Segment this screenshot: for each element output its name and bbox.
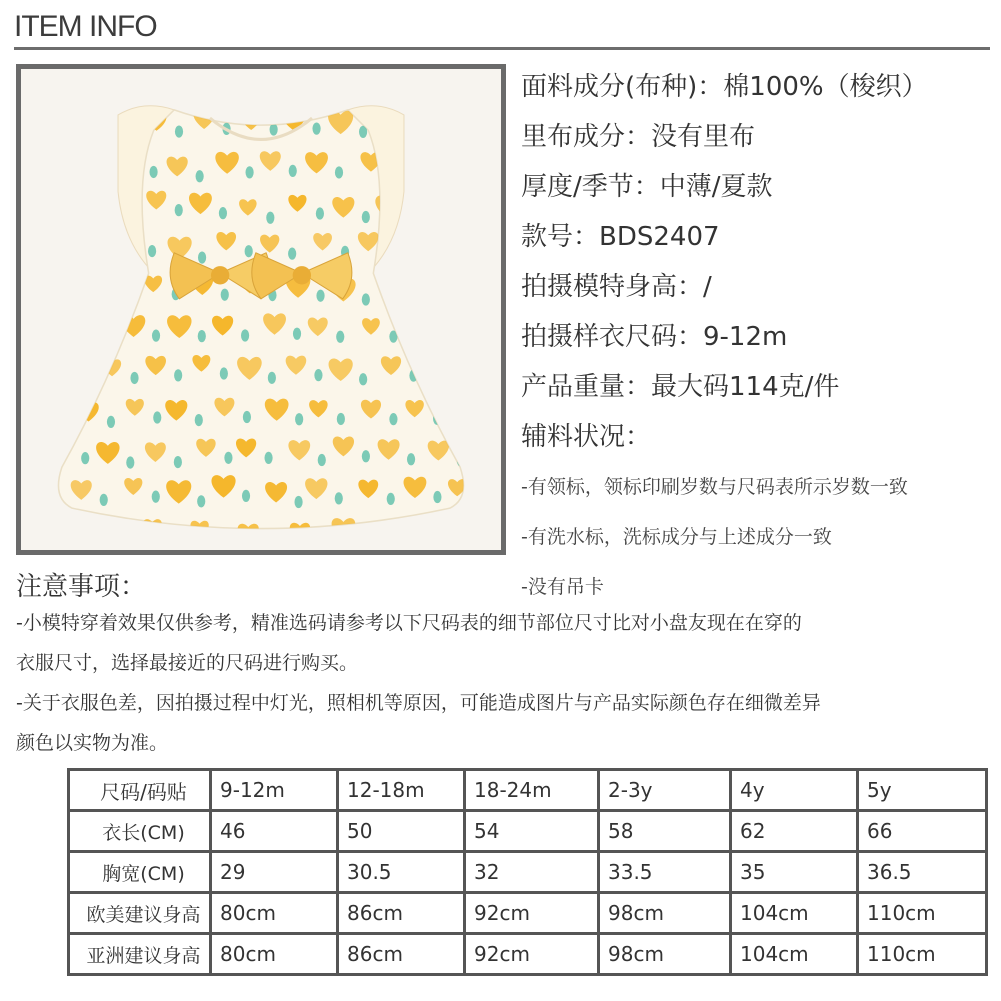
size-cell: 29 [211, 852, 338, 893]
leaf-print [318, 454, 326, 466]
size-row-label: 胸宽(CM) [69, 852, 211, 893]
product-info [521, 62, 996, 612]
leaf-print [241, 329, 249, 341]
size-cell: 86cm [338, 934, 465, 975]
size-cell: 46 [211, 811, 338, 852]
leaf-print [335, 492, 343, 504]
size-cell: 35 [731, 852, 858, 893]
leaf-print [81, 452, 89, 464]
leaf-print [100, 494, 108, 506]
model-height: 拍摄模特身高：/ [521, 272, 712, 302]
size-cell: 92cm [465, 893, 599, 934]
leaf-print [245, 245, 253, 257]
leaf-print [107, 416, 115, 428]
leaf-print [362, 211, 370, 223]
size-cell: 32 [465, 852, 599, 893]
product-photo [16, 64, 506, 555]
leaf-print [198, 330, 206, 342]
leaf-print [152, 330, 160, 342]
header-divider [14, 47, 990, 50]
leaf-print [268, 372, 276, 384]
leaf-print [293, 328, 301, 340]
size-cell: 5y [858, 770, 987, 811]
leaf-print [389, 413, 397, 425]
size-cell: 86cm [338, 893, 465, 934]
size-cell: 9-12m [211, 770, 338, 811]
size-cell: 4y [731, 770, 858, 811]
leaf-print [314, 369, 322, 381]
size-cell: 36.5 [858, 852, 987, 893]
leaf-print [294, 496, 302, 508]
leaf-print [220, 367, 228, 379]
size-cell: 30.5 [338, 852, 465, 893]
size-row-label: 亚洲建议身高 [69, 934, 211, 975]
accessory-item: -没有吊卡 [521, 576, 604, 598]
leaf-print [153, 411, 161, 423]
size-chart [67, 768, 988, 976]
leaf-print [175, 204, 183, 216]
note-line: 衣服尺寸，选择最接近的尺码进行购买。 [16, 652, 359, 674]
size-table-row [69, 893, 987, 934]
leaf-print [148, 245, 156, 257]
size-cell: 104cm [731, 934, 858, 975]
leaf-print [264, 452, 272, 464]
leaf-print [266, 212, 274, 224]
leaf-print [337, 413, 345, 425]
page-title: ITEM INFO [14, 10, 157, 43]
leaf-print [126, 456, 134, 468]
size-table-row [69, 770, 987, 811]
leaf-print [407, 453, 415, 465]
size-cell: 66 [858, 811, 987, 852]
leaf-print [221, 289, 229, 301]
size-table-row [69, 934, 987, 975]
size-cell: 98cm [599, 893, 731, 934]
leaf-print [312, 123, 320, 135]
sample-size: 拍摄样衣尺码：9-12m [521, 322, 788, 352]
leaf-print [316, 290, 324, 302]
leaf-print [195, 414, 203, 426]
leaf-print [174, 456, 182, 468]
leaf-print [149, 166, 157, 178]
size-cell: 58 [599, 811, 731, 852]
leaf-print [174, 369, 182, 381]
size-cell: 33.5 [599, 852, 731, 893]
fabric-composition: 面料成分(布种)：棉100%（梭织） [521, 72, 928, 102]
leaf-print [316, 207, 324, 219]
size-row-label: 欧美建议身高 [69, 893, 211, 934]
notes-body [16, 603, 996, 763]
leaf-print [152, 491, 160, 503]
size-cell: 2-3y [599, 770, 731, 811]
note-line: -关于衣服色差，因拍摄过程中灯光，照相机等原因，可能造成图片与产品实际颜色存在细微差异 [16, 692, 821, 714]
style-number: 款号：BDS2407 [521, 222, 720, 252]
leaf-print [270, 123, 278, 135]
accessory-item: -有领标，领标印刷岁数与尺码表所示岁数一致 [521, 476, 908, 498]
leaf-print [362, 450, 370, 462]
note-line: 颜色以实物为准。 [16, 732, 169, 754]
leaf-print [242, 490, 250, 502]
leaf-print [295, 413, 303, 425]
size-cell: 50 [338, 811, 465, 852]
size-table-row [69, 811, 987, 852]
product-weight: 产品重量：最大码114克/件 [521, 372, 840, 402]
size-row-label: 衣长(CM) [69, 811, 211, 852]
size-cell: 80cm [211, 934, 338, 975]
dress-illustration [21, 69, 501, 550]
size-cell: 80cm [211, 893, 338, 934]
leaf-print [219, 207, 227, 219]
size-table-row [69, 852, 987, 893]
leaf-print [196, 170, 204, 182]
leaf-print [224, 452, 232, 464]
size-cell: 12-18m [338, 770, 465, 811]
size-cell: 18-24m [465, 770, 599, 811]
size-cell: 110cm [858, 893, 987, 934]
leaf-print [387, 493, 395, 505]
size-cell: 62 [731, 811, 858, 852]
accessory-item: -有洗水标，洗标成分与上述成分一致 [521, 526, 832, 548]
leaf-print [288, 248, 296, 260]
leaf-print [175, 125, 183, 137]
leaf-print [198, 251, 206, 263]
leaf-print [433, 491, 441, 503]
leaf-print [336, 331, 344, 343]
note-line: -小模特穿着效果仅供参考，精准选码请参考以下尺码表的细节部位尺寸比对小盘友现在在穿的 [16, 612, 802, 634]
accessories-title: 辅料状况： [521, 422, 652, 452]
leaf-print [362, 293, 370, 305]
leaf-print [243, 411, 251, 423]
leaf-print [246, 166, 254, 178]
size-cell: 104cm [731, 893, 858, 934]
size-cell: 54 [465, 811, 599, 852]
size-cell: 110cm [858, 934, 987, 975]
leaf-print [197, 495, 205, 507]
leaf-print [289, 165, 297, 177]
size-cell: 98cm [599, 934, 731, 975]
thickness-season: 厚度/季节：中薄/夏款 [521, 172, 773, 202]
leaf-print [359, 373, 367, 385]
leaf-print [130, 372, 138, 384]
size-cell: 92cm [465, 934, 599, 975]
leaf-print [335, 166, 343, 178]
lining-composition: 里布成分：没有里布 [521, 122, 756, 152]
notes-title: 注意事项： [16, 572, 147, 602]
size-row-label: 尺码/码贴 [69, 770, 211, 811]
